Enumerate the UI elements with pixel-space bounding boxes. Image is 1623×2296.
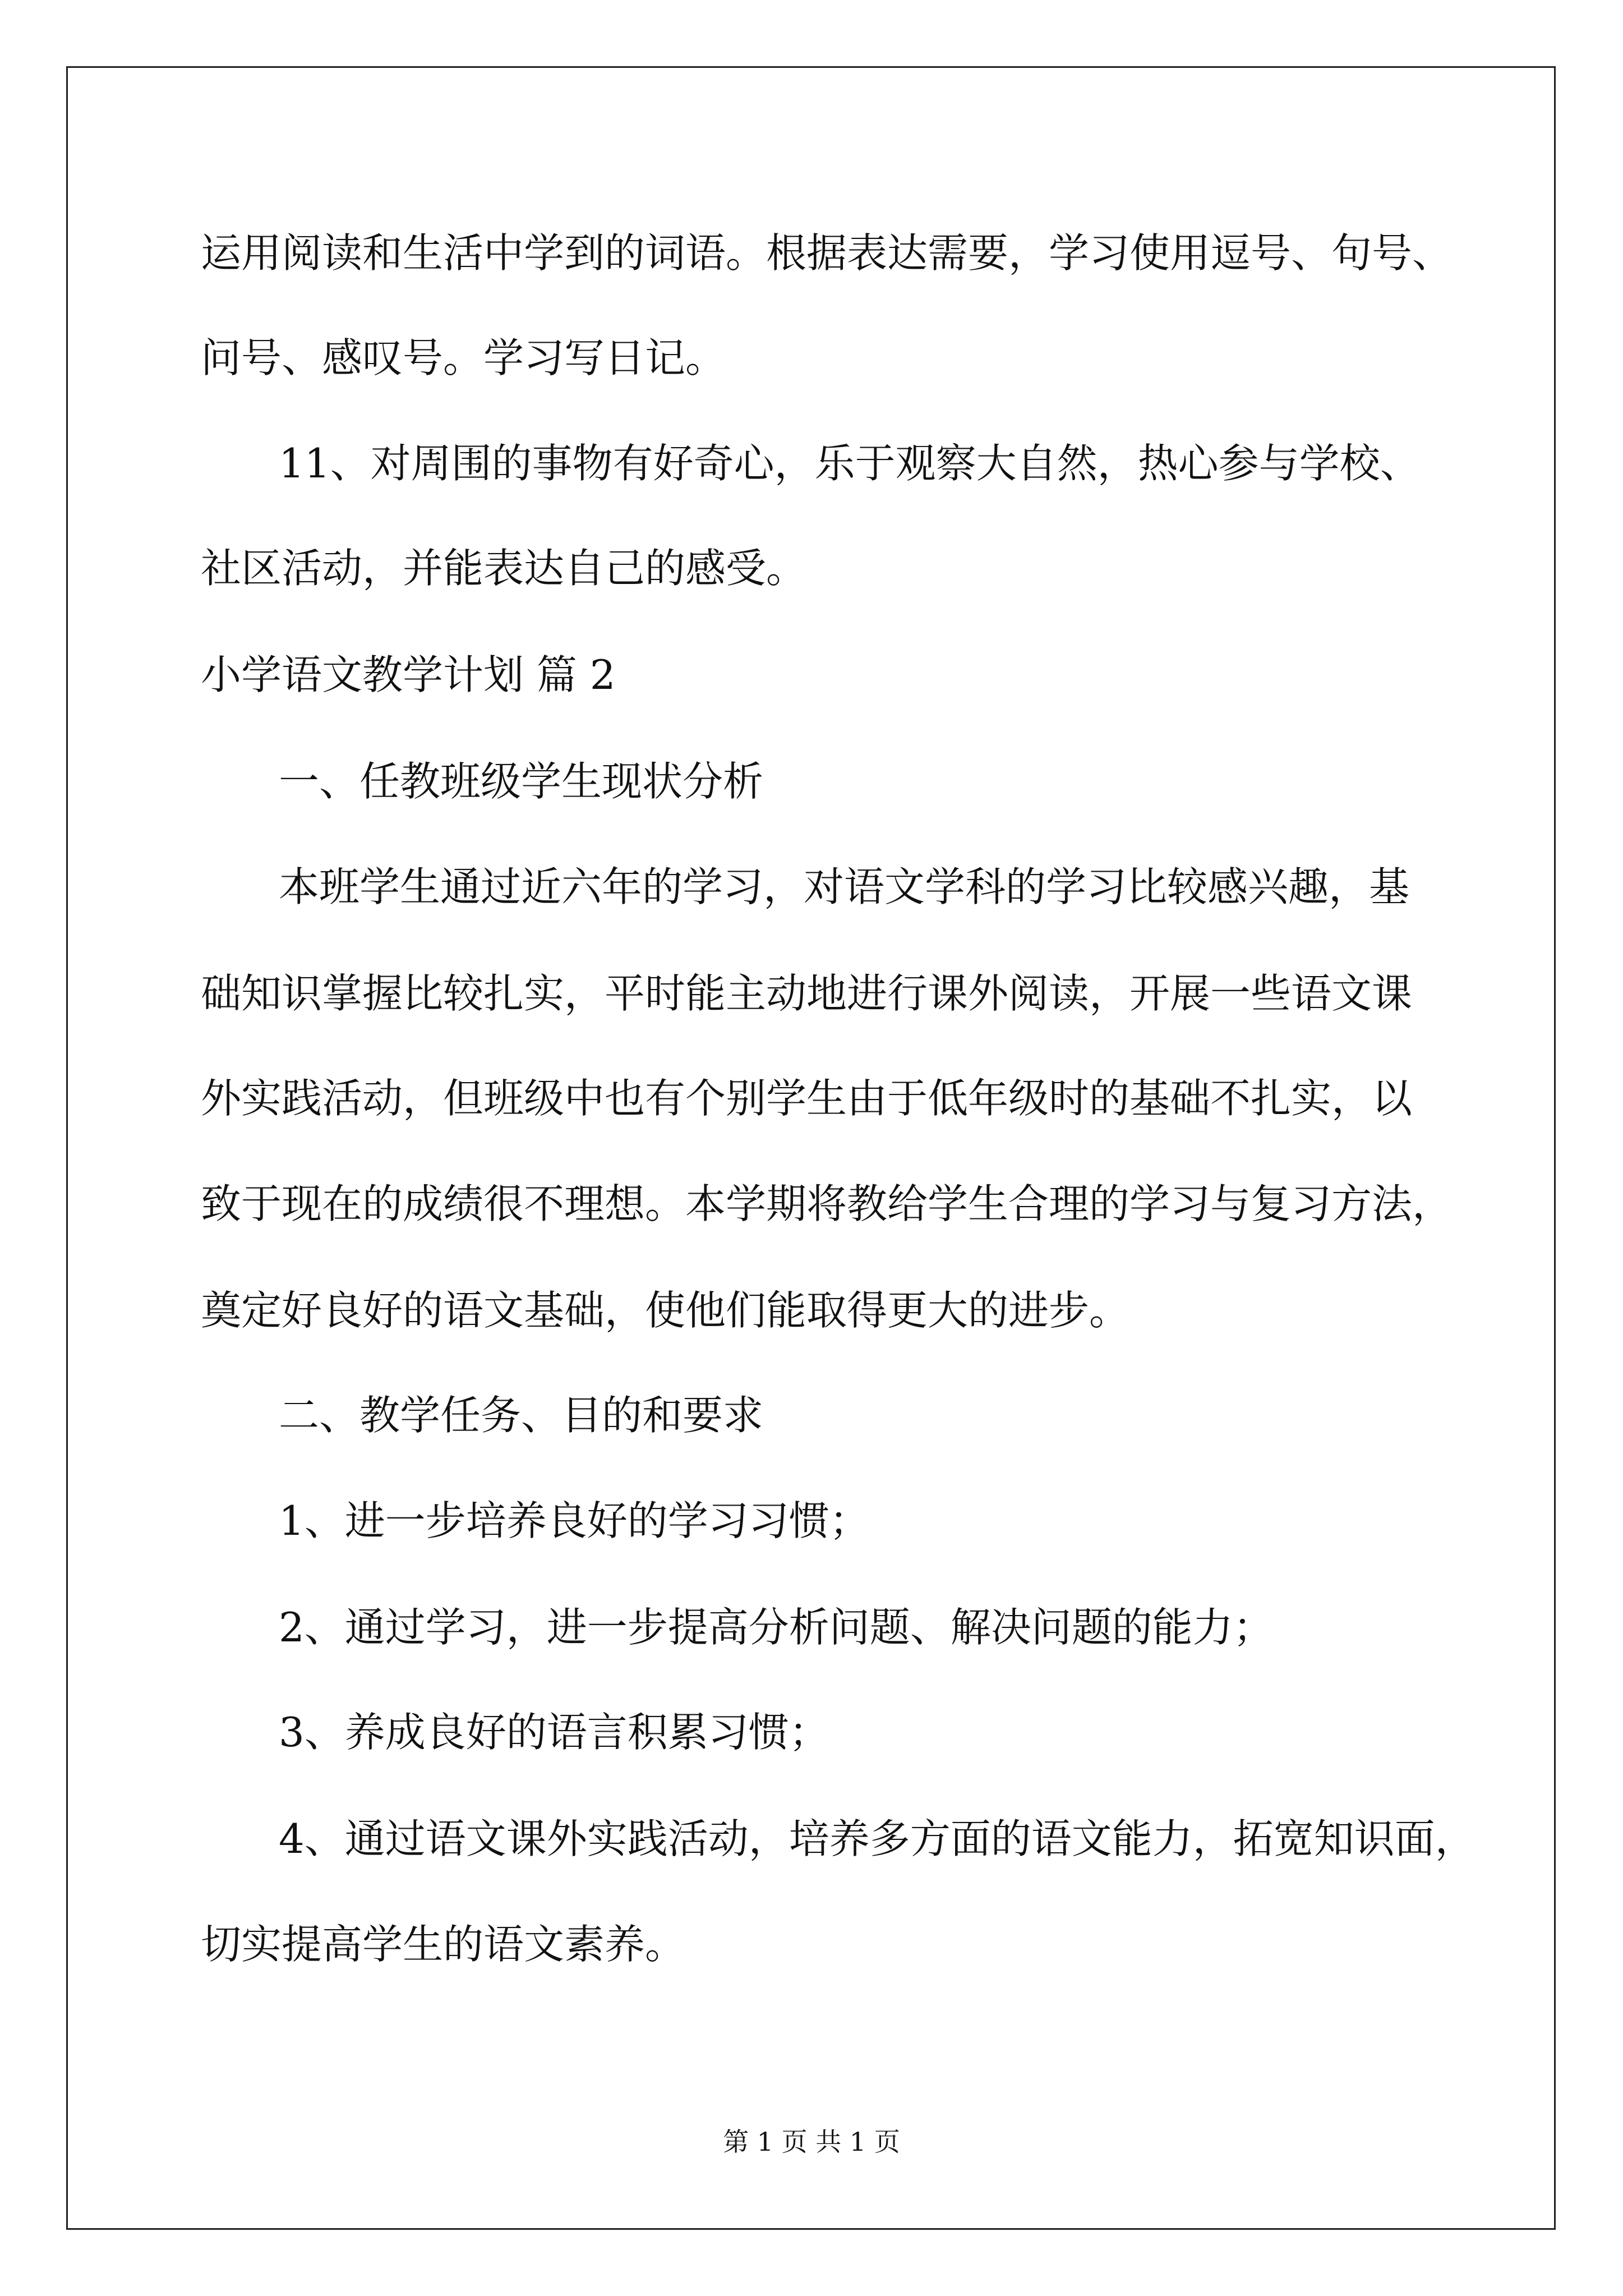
body-line: 致于现在的成绩很不理想。本学期将教给学生合理的学习与复习方法， [201,1180,1453,1227]
subsection-heading: 二、教学任务、目的和要求 [279,1392,764,1439]
list-item-continuation: 切实提高学生的语文素养。 [201,1921,686,1968]
page-number-footer: 第 1 页 共 1 页 [723,2127,900,2157]
list-item: 2、通过学习，进一步提高分析问题、解决问题的能力； [279,1604,1274,1651]
body-line: 奠定好良好的语文基础，使他们能取得更大的进步。 [201,1287,1130,1334]
body-line: 外实践活动，但班级中也有个别学生由于低年级时的基础不扎实，以 [201,1075,1413,1122]
body-line: 运用阅读和生活中学到的词语。根据表达需要，学习使用逗号、句号、 [201,229,1453,277]
page-border [66,66,1556,2230]
body-line: 社区活动，并能表达自己的感受。 [201,545,807,592]
body-line: 础知识掌握比较扎实，平时能主动地进行课外阅读，开展一些语文课 [201,970,1413,1017]
subsection-heading: 一、任教班级学生现状分析 [279,758,764,805]
body-line: 11、对周围的事物有好奇心，乐于观察大自然，热心参与学校、 [279,440,1421,487]
list-item: 4、通过语文课外实践活动，培养多方面的语文能力，拓宽知识面， [279,1815,1476,1862]
body-line: 问号、感叹号。学习写日记。 [201,334,726,381]
list-item: 1、进一步培养良好的学习习惯； [279,1497,870,1544]
list-item: 3、养成良好的语言积累习惯； [279,1709,829,1756]
body-line: 本班学生通过近六年的学习，对语文学科的学习比较感兴趣，基 [279,863,1410,910]
section-heading: 小学语文教学计划 篇 2 [201,651,616,698]
